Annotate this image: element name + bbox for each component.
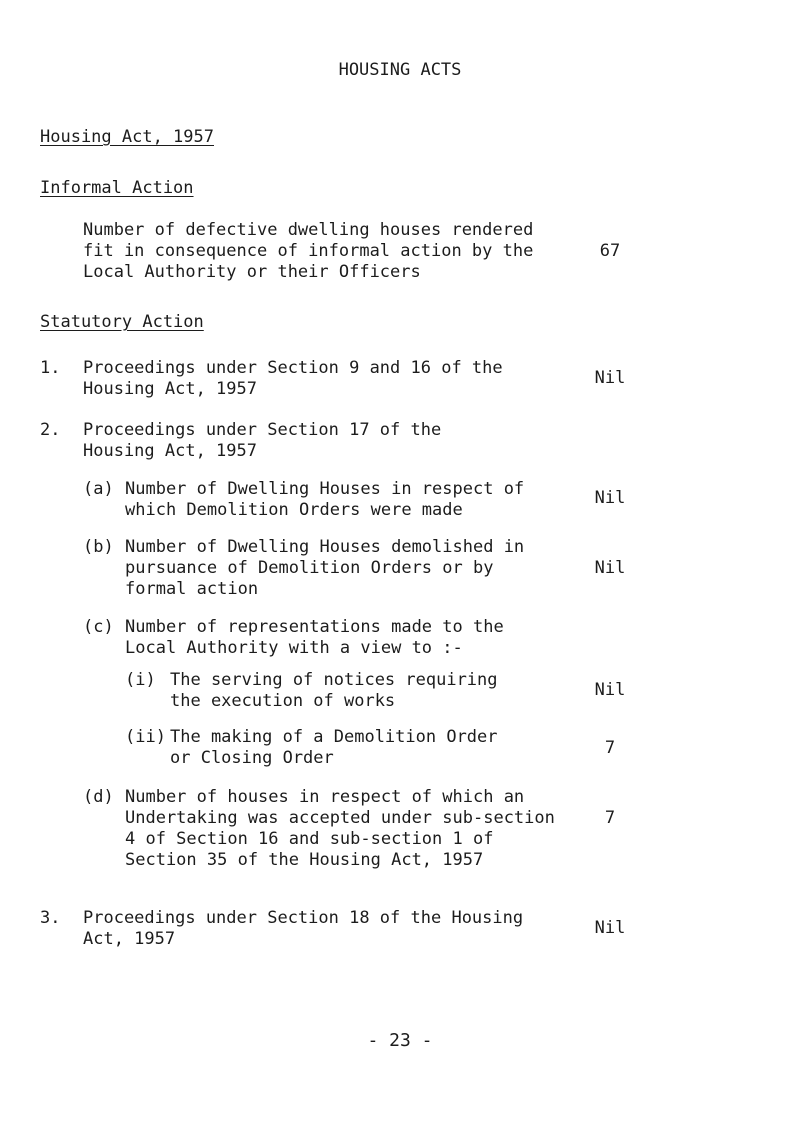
item-2c-i-value: Nil bbox=[594, 680, 626, 700]
item-2d-value: 7 bbox=[604, 808, 616, 828]
item-2b-line-1: Number of Dwelling Houses demolished in bbox=[125, 537, 525, 557]
item-3-value: Nil bbox=[594, 918, 626, 938]
item-2a-number: (a) bbox=[83, 479, 114, 499]
item-2a-value: Nil bbox=[594, 488, 626, 508]
item-2c-line-1: Number of representations made to the bbox=[125, 617, 504, 637]
section-heading: Housing Act, 1957 bbox=[40, 127, 214, 147]
item-2d-line-2: Undertaking was accepted under sub-section bbox=[125, 808, 555, 828]
page-number: - 23 - bbox=[367, 1030, 433, 1051]
item-2b-line-2: pursuance of Demolition Orders or by bbox=[125, 558, 494, 578]
item-2a-line-1: Number of Dwelling Houses in respect of bbox=[125, 479, 525, 499]
item-2b-line-3: formal action bbox=[125, 579, 259, 599]
item-2a-line-2: which Demolition Orders were made bbox=[125, 500, 463, 520]
item-2d-number: (d) bbox=[83, 787, 114, 807]
informal-line-2: fit in consequence of informal action by the bbox=[83, 241, 534, 261]
informal-line-3: Local Authority or their Officers bbox=[83, 262, 421, 282]
item-2c-ii-number: (ii) bbox=[125, 727, 166, 747]
item-3-number: 3. bbox=[40, 908, 61, 928]
item-2c-i-line-1: The serving of notices requiring bbox=[170, 670, 498, 690]
page-title: HOUSING ACTS bbox=[338, 60, 462, 80]
item-2c-line-2: Local Authority with a view to :- bbox=[125, 638, 463, 658]
item-3-line-2: Act, 1957 bbox=[83, 929, 176, 949]
item-1-number: 1. bbox=[40, 358, 61, 378]
statutory-action-heading: Statutory Action bbox=[40, 312, 204, 332]
item-1-value: Nil bbox=[594, 368, 626, 388]
item-2c-ii-value: 7 bbox=[604, 738, 616, 758]
item-2c-i-line-2: the execution of works bbox=[170, 691, 396, 711]
item-2-number: 2. bbox=[40, 420, 61, 440]
item-2d-line-1: Number of houses in respect of which an bbox=[125, 787, 525, 807]
item-2-line-1: Proceedings under Section 17 of the bbox=[83, 420, 442, 440]
item-3-line-1: Proceedings under Section 18 of the Housing bbox=[83, 908, 524, 928]
informal-line-1: Number of defective dwelling houses rendered bbox=[83, 220, 534, 240]
item-2b-value: Nil bbox=[594, 558, 626, 578]
item-2d-line-4: Section 35 of the Housing Act, 1957 bbox=[125, 850, 484, 870]
informal-value: 67 bbox=[599, 241, 621, 261]
item-2c-ii-line-2: or Closing Order bbox=[170, 748, 334, 768]
informal-action-heading: Informal Action bbox=[40, 178, 194, 198]
item-1-line-2: Housing Act, 1957 bbox=[83, 379, 257, 399]
item-2d-line-3: 4 of Section 16 and sub-section 1 of bbox=[125, 829, 494, 849]
item-1-line-1: Proceedings under Section 9 and 16 of the bbox=[83, 358, 503, 378]
item-2b-number: (b) bbox=[83, 537, 114, 557]
item-2c-ii-line-1: The making of a Demolition Order bbox=[170, 727, 498, 747]
item-2-line-2: Housing Act, 1957 bbox=[83, 441, 257, 461]
item-2c-number: (c) bbox=[83, 617, 114, 637]
item-2c-i-number: (i) bbox=[125, 670, 156, 690]
